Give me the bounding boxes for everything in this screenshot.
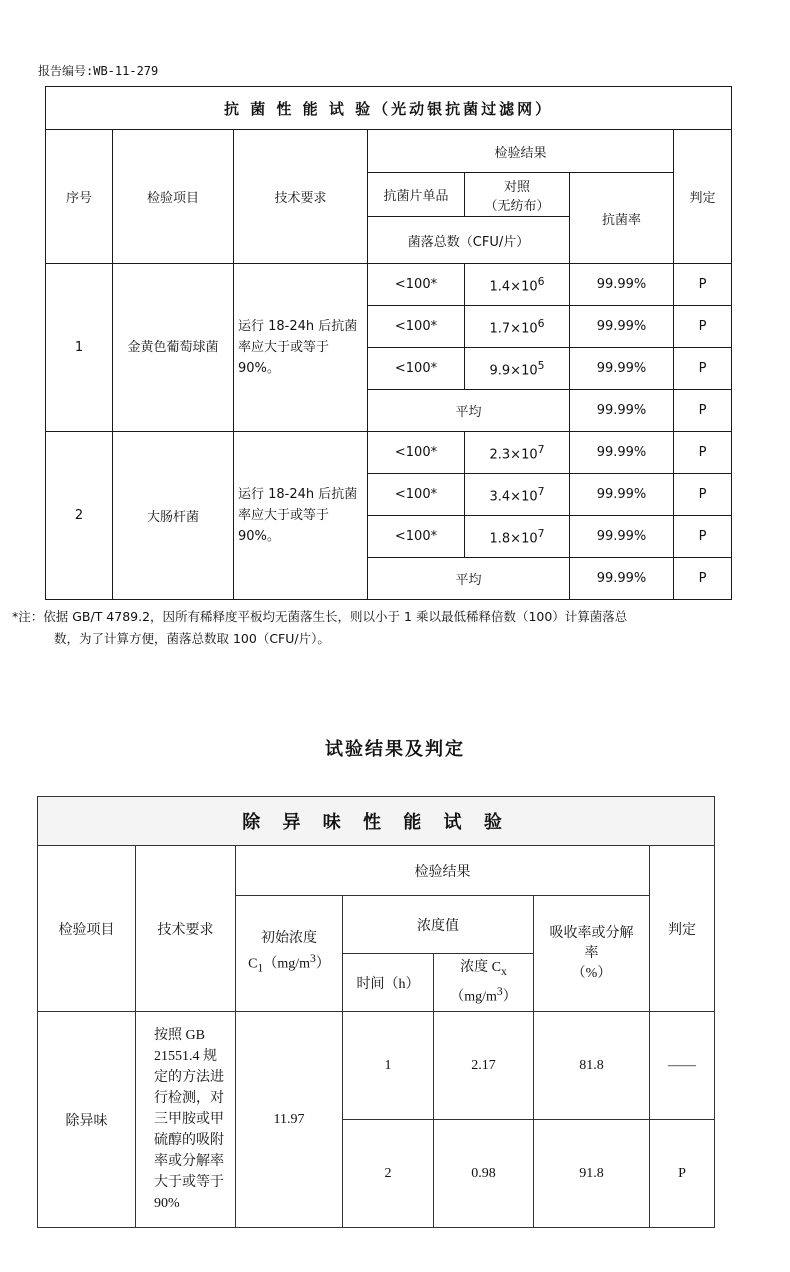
sample-value: <100* bbox=[368, 306, 465, 348]
header-item: 检验项目 bbox=[113, 130, 234, 264]
control-exp: 7 bbox=[537, 526, 545, 540]
control-value bbox=[465, 348, 570, 390]
row-requirement: 运行 18-24h 后抗菌率应大于或等于 90%。 bbox=[234, 432, 368, 600]
row-requirement: 按照 GB 21551.4 规定的方法进行检测，对三甲胺或甲硫醇的吸附率或分解率大于或等于 90% bbox=[136, 1012, 236, 1228]
rate-value: 81.8 bbox=[534, 1012, 650, 1120]
control-exp: 5 bbox=[537, 358, 545, 372]
antibacterial-table bbox=[45, 86, 732, 600]
table-row bbox=[38, 1012, 715, 1120]
average-rate: 99.99% bbox=[570, 390, 674, 432]
section-title: 试验结果及判定 bbox=[325, 739, 465, 760]
header-conc-cx: 浓度 $C_x$ $(mg/m^3)$ bbox=[434, 954, 534, 1012]
verdict-value: P bbox=[674, 348, 732, 390]
sample-value: <100* bbox=[368, 474, 465, 516]
table-row bbox=[46, 264, 732, 306]
time-value: 2 bbox=[343, 1120, 434, 1228]
control-exp: 6 bbox=[537, 274, 545, 288]
control-value bbox=[465, 306, 570, 348]
header-rate: 抗菌率 bbox=[570, 173, 674, 264]
header-verdict: 判定 bbox=[674, 130, 732, 264]
table-row bbox=[46, 432, 732, 474]
header-requirement: 技术要求 bbox=[234, 130, 368, 264]
header-results: 检验结果 bbox=[368, 130, 674, 173]
average-label: 平均 bbox=[368, 558, 570, 600]
control-base: 1.8×10 bbox=[489, 531, 538, 547]
header-results: 检验结果 bbox=[236, 846, 650, 896]
rate-value: 99.99% bbox=[570, 432, 674, 474]
header-item: 检验项目 bbox=[38, 846, 136, 1012]
verdict-value: P bbox=[650, 1120, 715, 1228]
header-initial-conc bbox=[236, 896, 343, 1012]
rate-value: 99.99% bbox=[570, 306, 674, 348]
verdict-value: —— bbox=[650, 1012, 715, 1120]
footnote bbox=[12, 606, 752, 650]
header-control-line2: （无纺布） bbox=[484, 198, 550, 214]
header-no: 序号 bbox=[46, 130, 113, 264]
row-initial-conc: 11.97 bbox=[236, 1012, 343, 1228]
average-verdict: P bbox=[674, 390, 732, 432]
row-item: 金黄色葡萄球菌 bbox=[113, 264, 234, 432]
header-control-line1: 对照 bbox=[503, 179, 530, 195]
report-number: 报告编号:WB-11-279 bbox=[38, 64, 159, 78]
control-base: 1.7×10 bbox=[489, 321, 538, 337]
row-no: 1 bbox=[46, 264, 113, 432]
control-value bbox=[465, 432, 570, 474]
verdict-value: P bbox=[674, 516, 732, 558]
control-base: 9.9×10 bbox=[489, 363, 538, 379]
row-item: 大肠杆菌 bbox=[113, 432, 234, 600]
footnote-line2: 数，为了计算方便，菌落总数取 100（CFU/片）。 bbox=[54, 631, 330, 646]
conc-value: 2.17 bbox=[434, 1012, 534, 1120]
row-item: 除异味 bbox=[38, 1012, 136, 1228]
odor-removal-table bbox=[37, 796, 715, 1228]
footnote-line1: *注：依据 GB/T 4789.2，因所有稀释度平板均无菌落生长，则以小于 1 乘以最低稀释倍数（100）计算菌落总 bbox=[12, 609, 628, 624]
rate-value: 99.99% bbox=[570, 516, 674, 558]
average-rate: 99.99% bbox=[570, 558, 674, 600]
rate-value: 99.99% bbox=[570, 474, 674, 516]
header-sample: 抗菌片单品 bbox=[368, 173, 465, 217]
verdict-value: P bbox=[674, 306, 732, 348]
initial-conc-line2: $C_1(mg/m^3)$ bbox=[248, 951, 330, 975]
rate-value: 99.99% bbox=[570, 348, 674, 390]
control-exp: 6 bbox=[537, 316, 545, 330]
sample-value: <100* bbox=[368, 432, 465, 474]
sample-value: <100* bbox=[368, 348, 465, 390]
rate-value: 91.8 bbox=[534, 1120, 650, 1228]
table-title: 抗 菌 性 能 试 验（光动银抗菌过滤网） bbox=[46, 87, 732, 130]
control-exp: 7 bbox=[537, 442, 545, 456]
header-colony-count: 菌落总数（CFU/片） bbox=[368, 217, 570, 264]
header-verdict: 判定 bbox=[650, 846, 715, 1012]
initial-conc-line1: 初始浓度 bbox=[261, 930, 317, 946]
sample-value: <100* bbox=[368, 264, 465, 306]
header-conc-value: 浓度值 bbox=[343, 896, 534, 954]
control-value bbox=[465, 474, 570, 516]
row-requirement: 运行 18-24h 后抗菌率应大于或等于 90%。 bbox=[234, 264, 368, 432]
average-verdict: P bbox=[674, 558, 732, 600]
sample-value: <100* bbox=[368, 516, 465, 558]
header-absorb-rate: 吸收率或分解 率 （%） bbox=[534, 896, 650, 1012]
table-title: 除 异 味 性 能 试 验 bbox=[38, 797, 715, 846]
control-exp: 7 bbox=[537, 484, 545, 498]
header-requirement: 技术要求 bbox=[136, 846, 236, 1012]
control-base: 2.3×10 bbox=[489, 447, 538, 463]
average-label: 平均 bbox=[368, 390, 570, 432]
verdict-value: P bbox=[674, 474, 732, 516]
time-value: 1 bbox=[343, 1012, 434, 1120]
header-time: 时间（h） bbox=[343, 954, 434, 1012]
row-no: 2 bbox=[46, 432, 113, 600]
verdict-value: P bbox=[674, 264, 732, 306]
rate-value: 99.99% bbox=[570, 264, 674, 306]
control-base: 1.4×10 bbox=[489, 279, 538, 295]
header-control bbox=[465, 173, 570, 217]
control-base: 3.4×10 bbox=[489, 489, 538, 505]
control-value bbox=[465, 516, 570, 558]
control-value bbox=[465, 264, 570, 306]
verdict-value: P bbox=[674, 432, 732, 474]
conc-value: 0.98 bbox=[434, 1120, 534, 1228]
